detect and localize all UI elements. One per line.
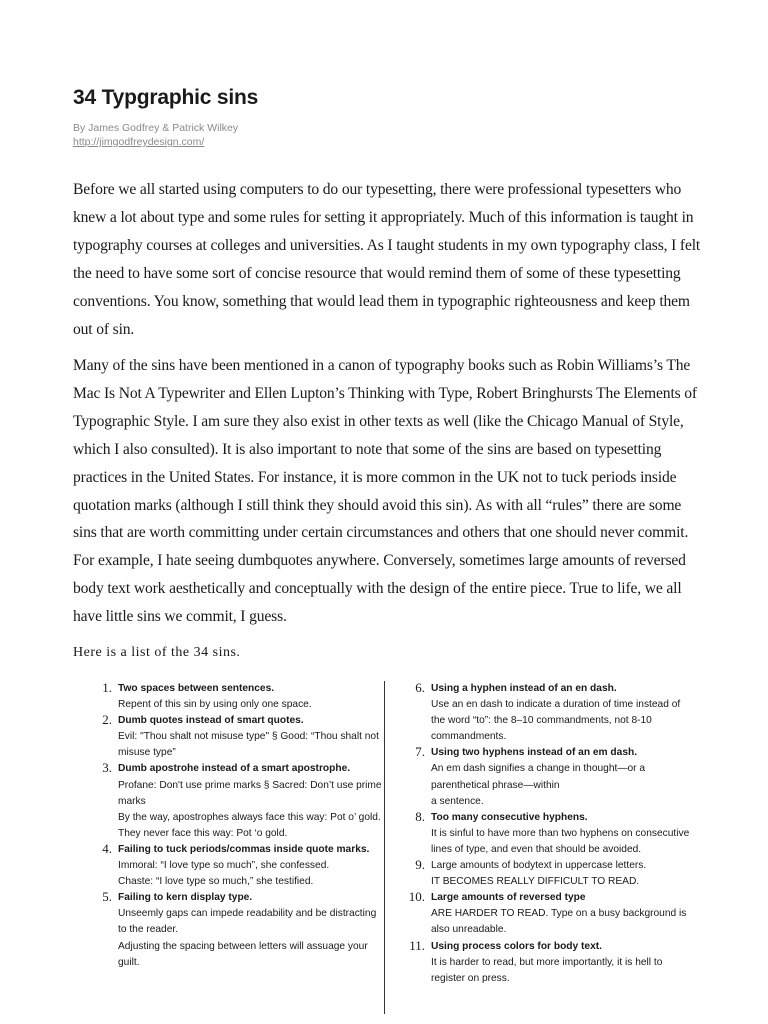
- item-title: Two spaces between sentences.: [118, 683, 275, 694]
- sins-list-left: [96, 681, 384, 971]
- item-description: Chaste: “I love type so much,” she testified.: [118, 876, 314, 888]
- item-description: It is harder to read, but more importantly, it is hell to register on press.: [431, 956, 663, 984]
- item-description: Profane: Don't use prime marks § Sacred: Don’t use prime marks: [118, 779, 382, 807]
- item-number: 11.: [409, 937, 425, 953]
- item-number: 5.: [102, 889, 112, 905]
- intro-paragraph-2: Many of the sins have been mentioned in a canon of typography books such as Robin Williams’s The Mac Is Not A Typewriter and Ellen Lupton’s Thinking with Type, Robert Bringhursts The Elements of Typographic Style. I am sure they also exist in other texts as well (like the Chicago Manual of Style, which I also consulted). It is also important to note that some of the sins are based on typesetting practices in the United States. For instance, it is more common in the UK not to tuck periods inside quotation marks (although I still think they should avoid this sin). As with all “rules” there are some sins that are worth committing under certain circumstances and others that one should never commit. For example, I hate seeing dumbquotes anywhere. Conversely, sometimes large amounts of reversed body text work aesthetically and conceptually with the design of the entire piece. True to life, we all have little sins we commit, I guess.: [73, 357, 697, 626]
- item-number: 6.: [415, 680, 425, 695]
- list-item: [96, 842, 384, 890]
- item-title: Using two hyphens instead of an em dash.: [431, 747, 638, 759]
- item-number: 2.: [102, 712, 112, 728]
- item-title: Dumb quotes instead of smart quotes.: [118, 715, 304, 727]
- list-item: [407, 939, 697, 987]
- list-item: [407, 681, 697, 745]
- list-item: [407, 858, 697, 890]
- list-item: [96, 890, 384, 970]
- page-title: 34 Typgraphic sins: [73, 86, 259, 109]
- byline: By James Godfrey & Patrick Wilkey: [73, 122, 239, 134]
- item-number: 9.: [415, 857, 425, 873]
- list-item: [407, 890, 697, 938]
- item-description: Repent of this sin by using only one space.: [118, 699, 312, 711]
- item-number: 7.: [415, 744, 425, 760]
- item-number: 10.: [408, 889, 425, 905]
- list-item: [407, 810, 697, 858]
- list-item: [96, 761, 384, 841]
- item-number: 4.: [102, 840, 112, 856]
- item-title: Large amounts of reversed type: [431, 892, 586, 904]
- item-title: Failing to kern display type.: [118, 892, 253, 904]
- sins-list-right: [407, 681, 697, 987]
- list-item: [96, 681, 384, 713]
- list-intro: Here is a list of the 34 sins.: [73, 645, 241, 660]
- item-description: They never face this way: Pot ‘o gold.: [118, 827, 288, 839]
- list-item: [407, 745, 697, 809]
- item-description: IT BECOMES REALLY DIFFICULT TO READ.: [431, 876, 640, 888]
- item-title: Using process colors for body text.: [431, 940, 602, 952]
- item-title: Failing to tuck periods/commas inside quote marks.: [118, 843, 370, 855]
- item-description: Adjusting the spacing between letters will assuage your guilt.: [118, 940, 368, 968]
- item-number: 1.: [102, 680, 112, 695]
- item-description: It is sinful to have more than two hyphens on consecutive lines of type, and even that should be avoided.: [431, 827, 690, 855]
- item-description: By the way, apostrophes always face this way: Pot o’ gold.: [118, 811, 381, 823]
- column-divider: [384, 681, 385, 1014]
- item-description: Unseemly gaps can impede readability and be distracting to the reader.: [118, 908, 377, 936]
- item-description: Use an en dash to indicate a duration of time instead of the word “to”: the 8–10 commandments, not 8-10 commandments.: [431, 699, 681, 743]
- list-item: [96, 713, 384, 761]
- item-description: Large amounts of bodytext in uppercase letters.: [431, 860, 647, 872]
- item-description: a sentence.: [431, 795, 484, 807]
- author-link[interactable]: http://jimgodfreydesign.com/: [73, 136, 205, 148]
- item-number: 3.: [102, 760, 112, 776]
- item-number: 8.: [415, 808, 425, 824]
- item-title: Dumb apostrohe instead of a smart apostrophe.: [118, 763, 351, 775]
- intro-paragraph-1: Before we all started using computers to do our typesetting, there were professional typesetters who knew a lot about type and some rules for setting it appropriately. Much of this information is taught in typography courses at colleges and universities. As I taught students in my own typography class, I felt the need to have some sort of concise resource that would remind them of some of these typesetting conventions. You know, something that would lead them in typographic righteousness and keep them out of sin.: [73, 181, 701, 338]
- item-description: Evil: "Thou shalt not misuse type" § Good: “Thou shalt not misuse type”: [118, 731, 379, 759]
- item-title: Too many consecutive hyphens.: [431, 811, 588, 823]
- item-title: Using a hyphen instead of an en dash.: [431, 683, 617, 694]
- item-description: ARE HARDER TO READ. Type on a busy background is also unreadable.: [431, 908, 687, 936]
- item-description: An em dash signifies a change in thought—or a parenthetical phrase—within: [431, 763, 646, 791]
- item-description: Immoral: “I love type so much”, she confessed.: [118, 860, 330, 872]
